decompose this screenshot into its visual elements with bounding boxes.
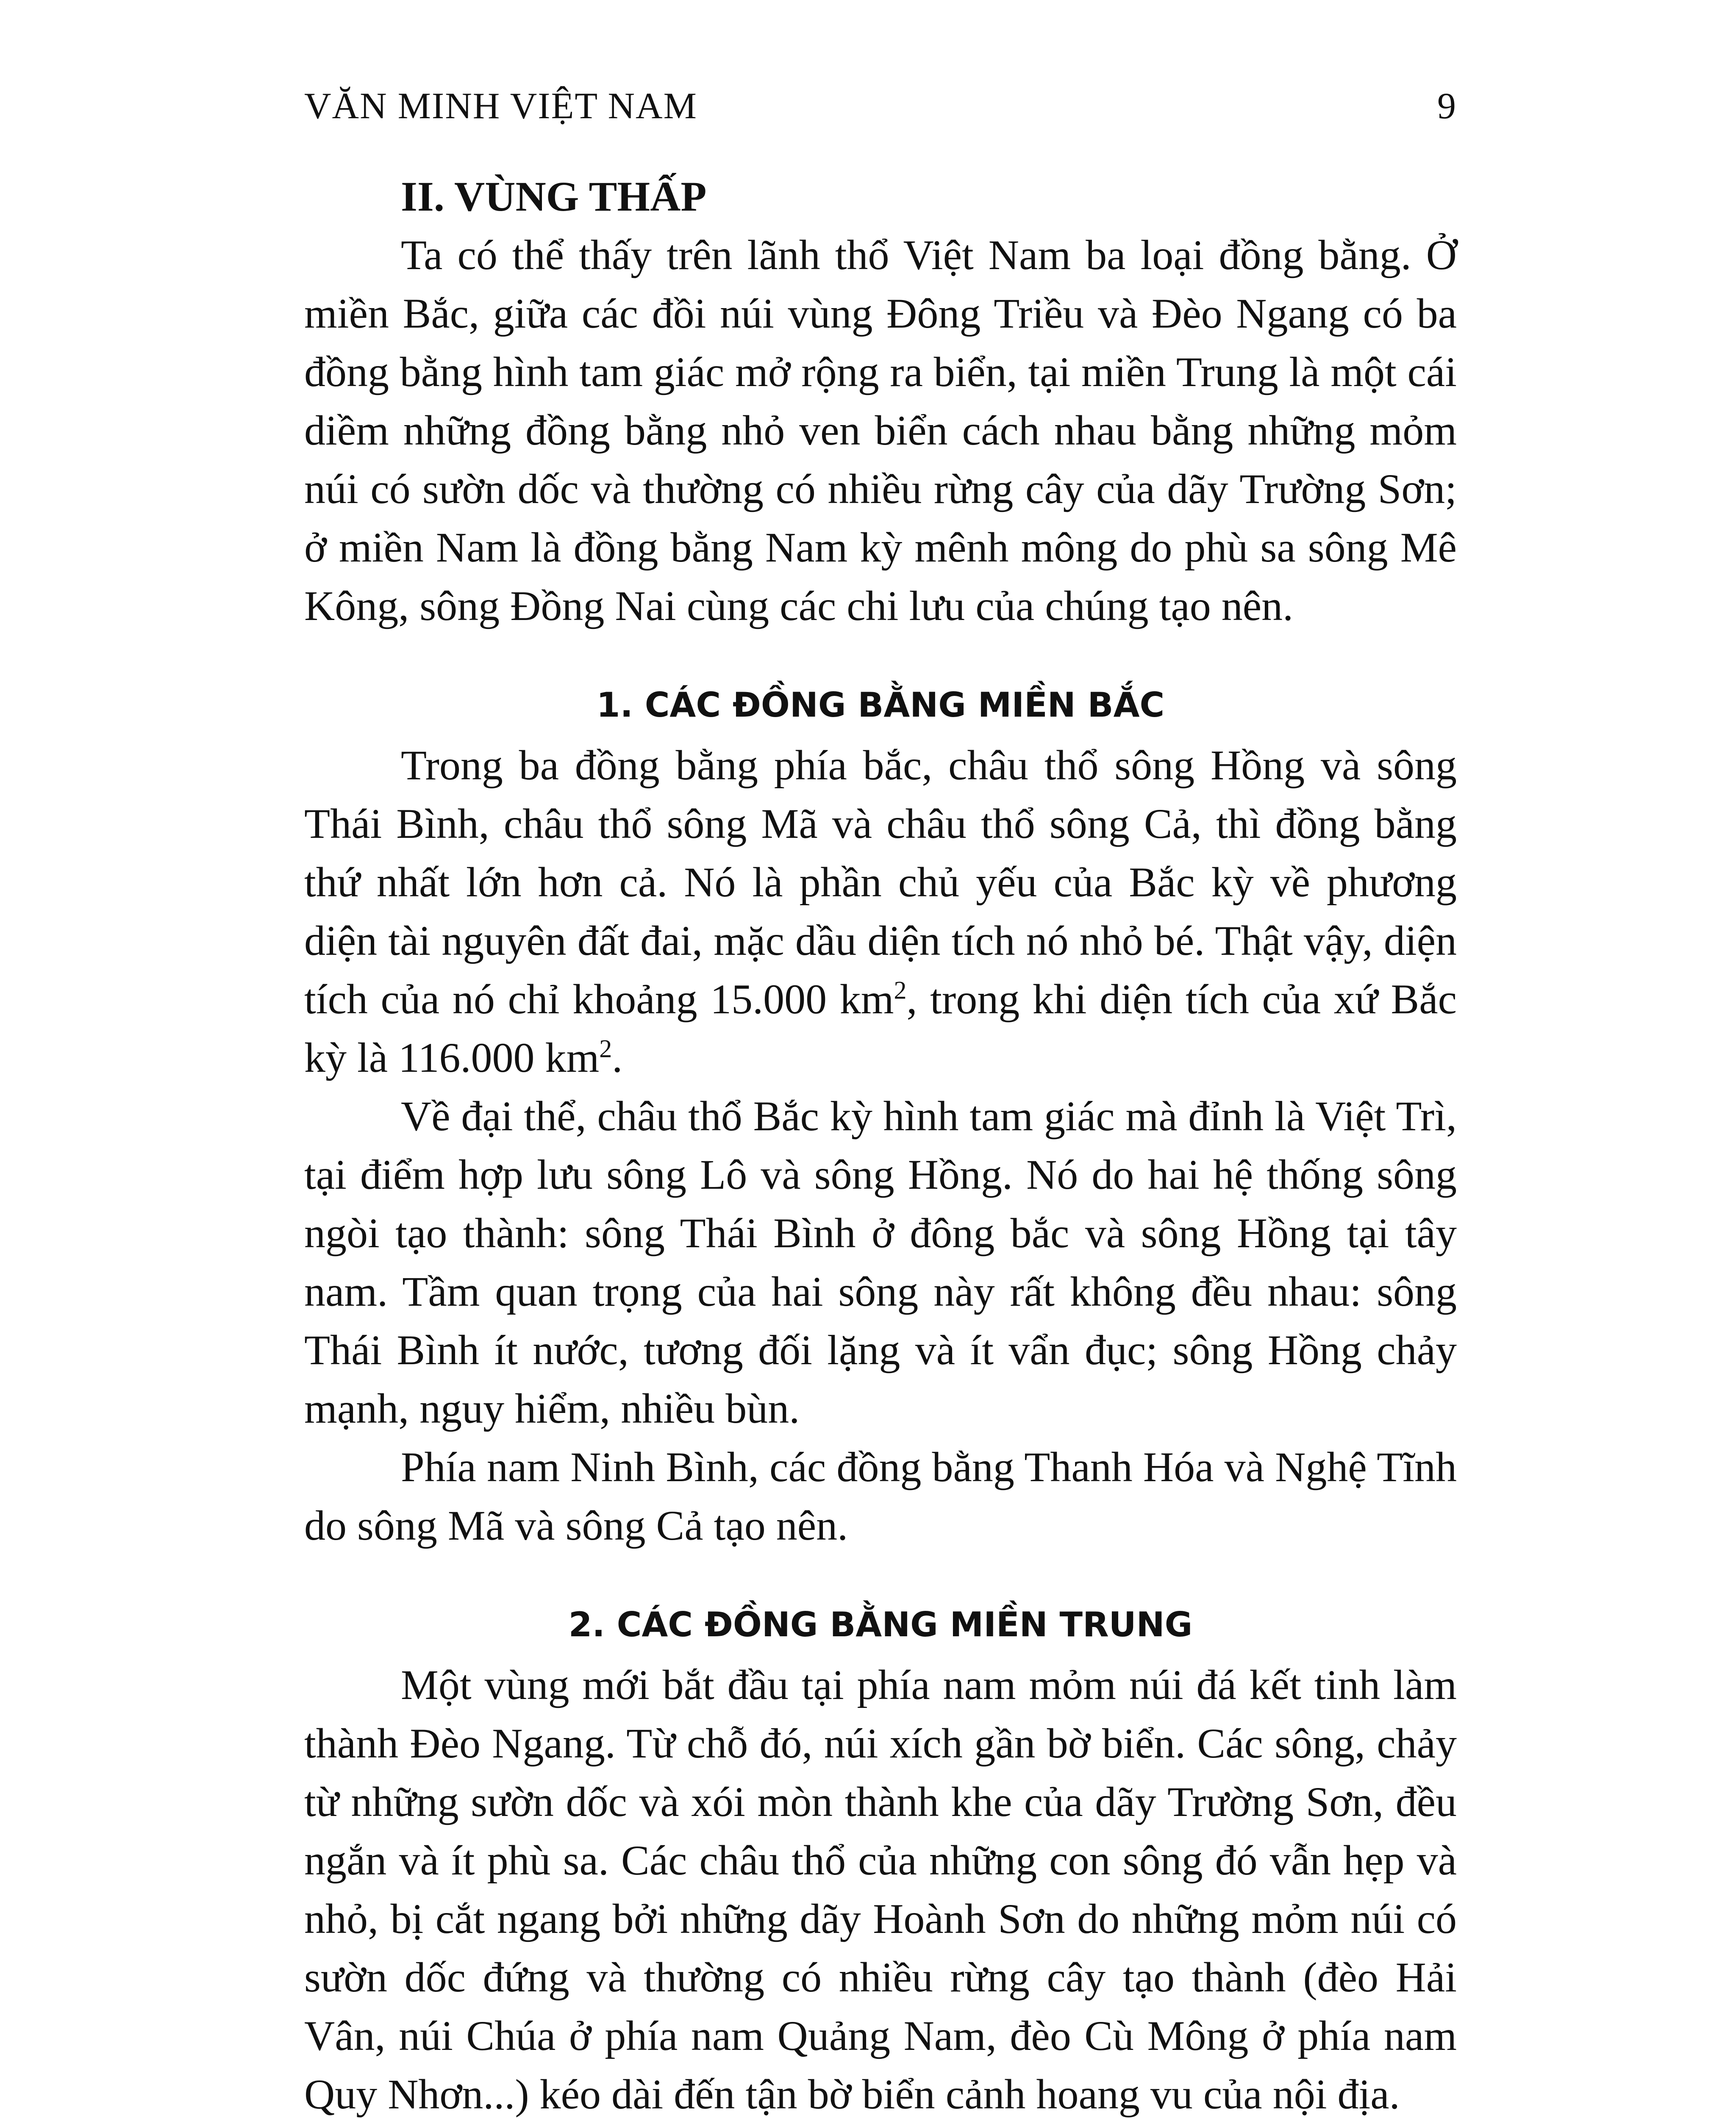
northern-deltas-paragraph-1 — [304, 736, 1457, 1087]
page-number: 9 — [1437, 86, 1457, 127]
superscript: 2 — [894, 976, 907, 1004]
subsection-title-central-deltas: 2. CÁC ĐỒNG BẰNG MIỀN TRUNG — [568, 1605, 1193, 1644]
paragraph-text: . — [612, 1034, 623, 1081]
running-title: VĂN MINH VIỆT NAM — [304, 86, 697, 127]
paragraph-text: , trong khi diện tích của xứ Bắc kỳ là 116.000 km — [304, 976, 1457, 1081]
running-header — [304, 85, 1457, 136]
section-intro-paragraph: Ta có thể thấy trên lãnh thổ Việt Nam ba loại đồng bằng. Ở miền Bắc, giữa các đồi núi vùng Đông Triều và Đèo Ngang có ba đồng bằng hình tam giác mở rộng ra biển, tại miền Trung là một cái diềm những đồng bằng nhỏ ven biển cách nhau bằng những mỏm núi có sườn dốc và thường có nhiều rừng cây của dãy Trường Sơn; ở miền Nam là đồng bằng Nam kỳ mênh mông do phù sa sông Mê Kông, sông Đồng Nai cùng các chi lưu của chúng tạo nên. — [304, 231, 1457, 629]
central-deltas-paragraph-1: Một vùng mới bắt đầu tại phía nam mỏm núi đá kết tinh làm thành Đèo Ngang. Từ chỗ đó, núi xích gần bờ biển. Các sông, chảy từ những sườn dốc và xói mòn thành khe của dãy Trường Sơn, đều ngắn và ít phù sa. Các châu thổ của những con sông đó vẫn hẹp và nhỏ, bị cắt ngang bởi những dãy Hoành Sơn do những mỏm núi có sườn dốc đứng và thường có nhiều rừng cây tạo thành (đèo Hải Vân, núi Chúa ở phía nam Quảng Nam, đèo Cù Mông ở phía nam Quy Nhơn...) kéo dài đến tận bờ biển cảnh hoang vu của nội địa. — [304, 1661, 1457, 2118]
body-text — [304, 167, 1457, 2119]
northern-deltas-paragraph-2: Về đại thể, châu thổ Bắc kỳ hình tam giác mà đỉnh là Việt Trì, tại điểm hợp lưu sông Lô và sông Hồng. Nó do hai hệ thống sông ngòi tạo thành: sông Thái Bình ở đông bắc và sông Hồng tại tây nam. Tầm quan trọng của hai sông này rất không đều nhau: sông Thái Bình ít nước, tương đối lặng và ít vẩn đục; sông Hồng chảy mạnh, nguy hiểm, nhiều bùn. — [304, 1093, 1457, 1432]
superscript: 2 — [599, 1034, 612, 1063]
subsection-title-northern-deltas: 1. CÁC ĐỒNG BẰNG MIỀN BẮC — [596, 685, 1165, 725]
section-title: II. VÙNG THẤP — [401, 173, 707, 220]
northern-deltas-paragraph-3: Phía nam Ninh Bình, các đồng bằng Thanh Hóa và Nghệ Tĩnh do sông Mã và sông Cả tạo nên. — [304, 1443, 1457, 1549]
paragraph-text: Trong ba đồng bằng phía bắc, châu thổ sông Hồng và sông Thái Bình, châu thổ sông Mã và châu thổ sông Cả, thì đồng bằng thứ nhất lớn hơn cả. Nó là phần chủ yếu của Bắc kỳ về phương diện tài nguyên đất đai, mặc dầu diện tích nó nhỏ bé. Thật vậy, diện tích của nó chỉ khoảng 15.000 km — [304, 742, 1457, 1023]
